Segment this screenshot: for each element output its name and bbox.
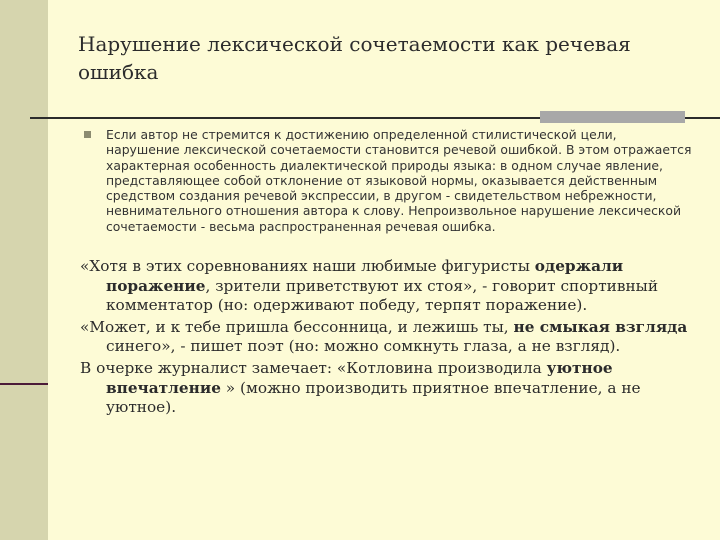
example-item — [80, 359, 700, 418]
example-highlight: одержали поражение — [106, 257, 624, 295]
example-highlight: не смыкая взгляда — [513, 317, 688, 336]
example-text: «Может, и к тебе пришла бессонница, и лежишь ты, — [80, 317, 514, 336]
left-decor-line — [0, 383, 48, 385]
left-decor-band — [0, 0, 48, 540]
bullet-item — [84, 127, 692, 234]
example-text: синего», - пишет поэт (но: можно сомкнуть глаза, а не взгляд). — [106, 337, 621, 356]
example-text: В очерке журналист замечает: «Котловина производила — [80, 358, 547, 377]
bullet-text: Если автор не стремится к достижению определенной стилистической цели, нарушение лексической сочетаемости становится речевой ошибкой. В этом отражается характерная особенность диалектической природы языка: в одном случае явление, представляющее собой отклонение от языковой нормы, оказывается действенным средством создания речевой экспрессии, в другом - свидетельством небрежности, невнимательного отношения автора к слову. Непроизвольное нарушение лексической сочетаемости - весьма распространенная речевая ошибка. — [106, 127, 692, 234]
example-text: , зрители приветствуют их стоя», - говорит спортивный комментатор (но: одерживают победу, терпят поражение). — [106, 276, 659, 315]
example-text: «Хотя в этих соревнованиях наши любимые фигуристы — [80, 257, 535, 275]
slide-title: Нарушение лексической сочетаемости как речевая ошибка — [78, 32, 631, 84]
example-text: » (можно производить приятное впечатление, а не уютное). — [106, 378, 641, 417]
example-item — [80, 318, 700, 357]
examples-list — [80, 257, 700, 420]
example-item — [80, 257, 700, 316]
example-highlight: уютное впечатление — [106, 358, 613, 397]
bullet-square-icon — [84, 131, 91, 138]
divider-accent-bar — [540, 111, 685, 123]
